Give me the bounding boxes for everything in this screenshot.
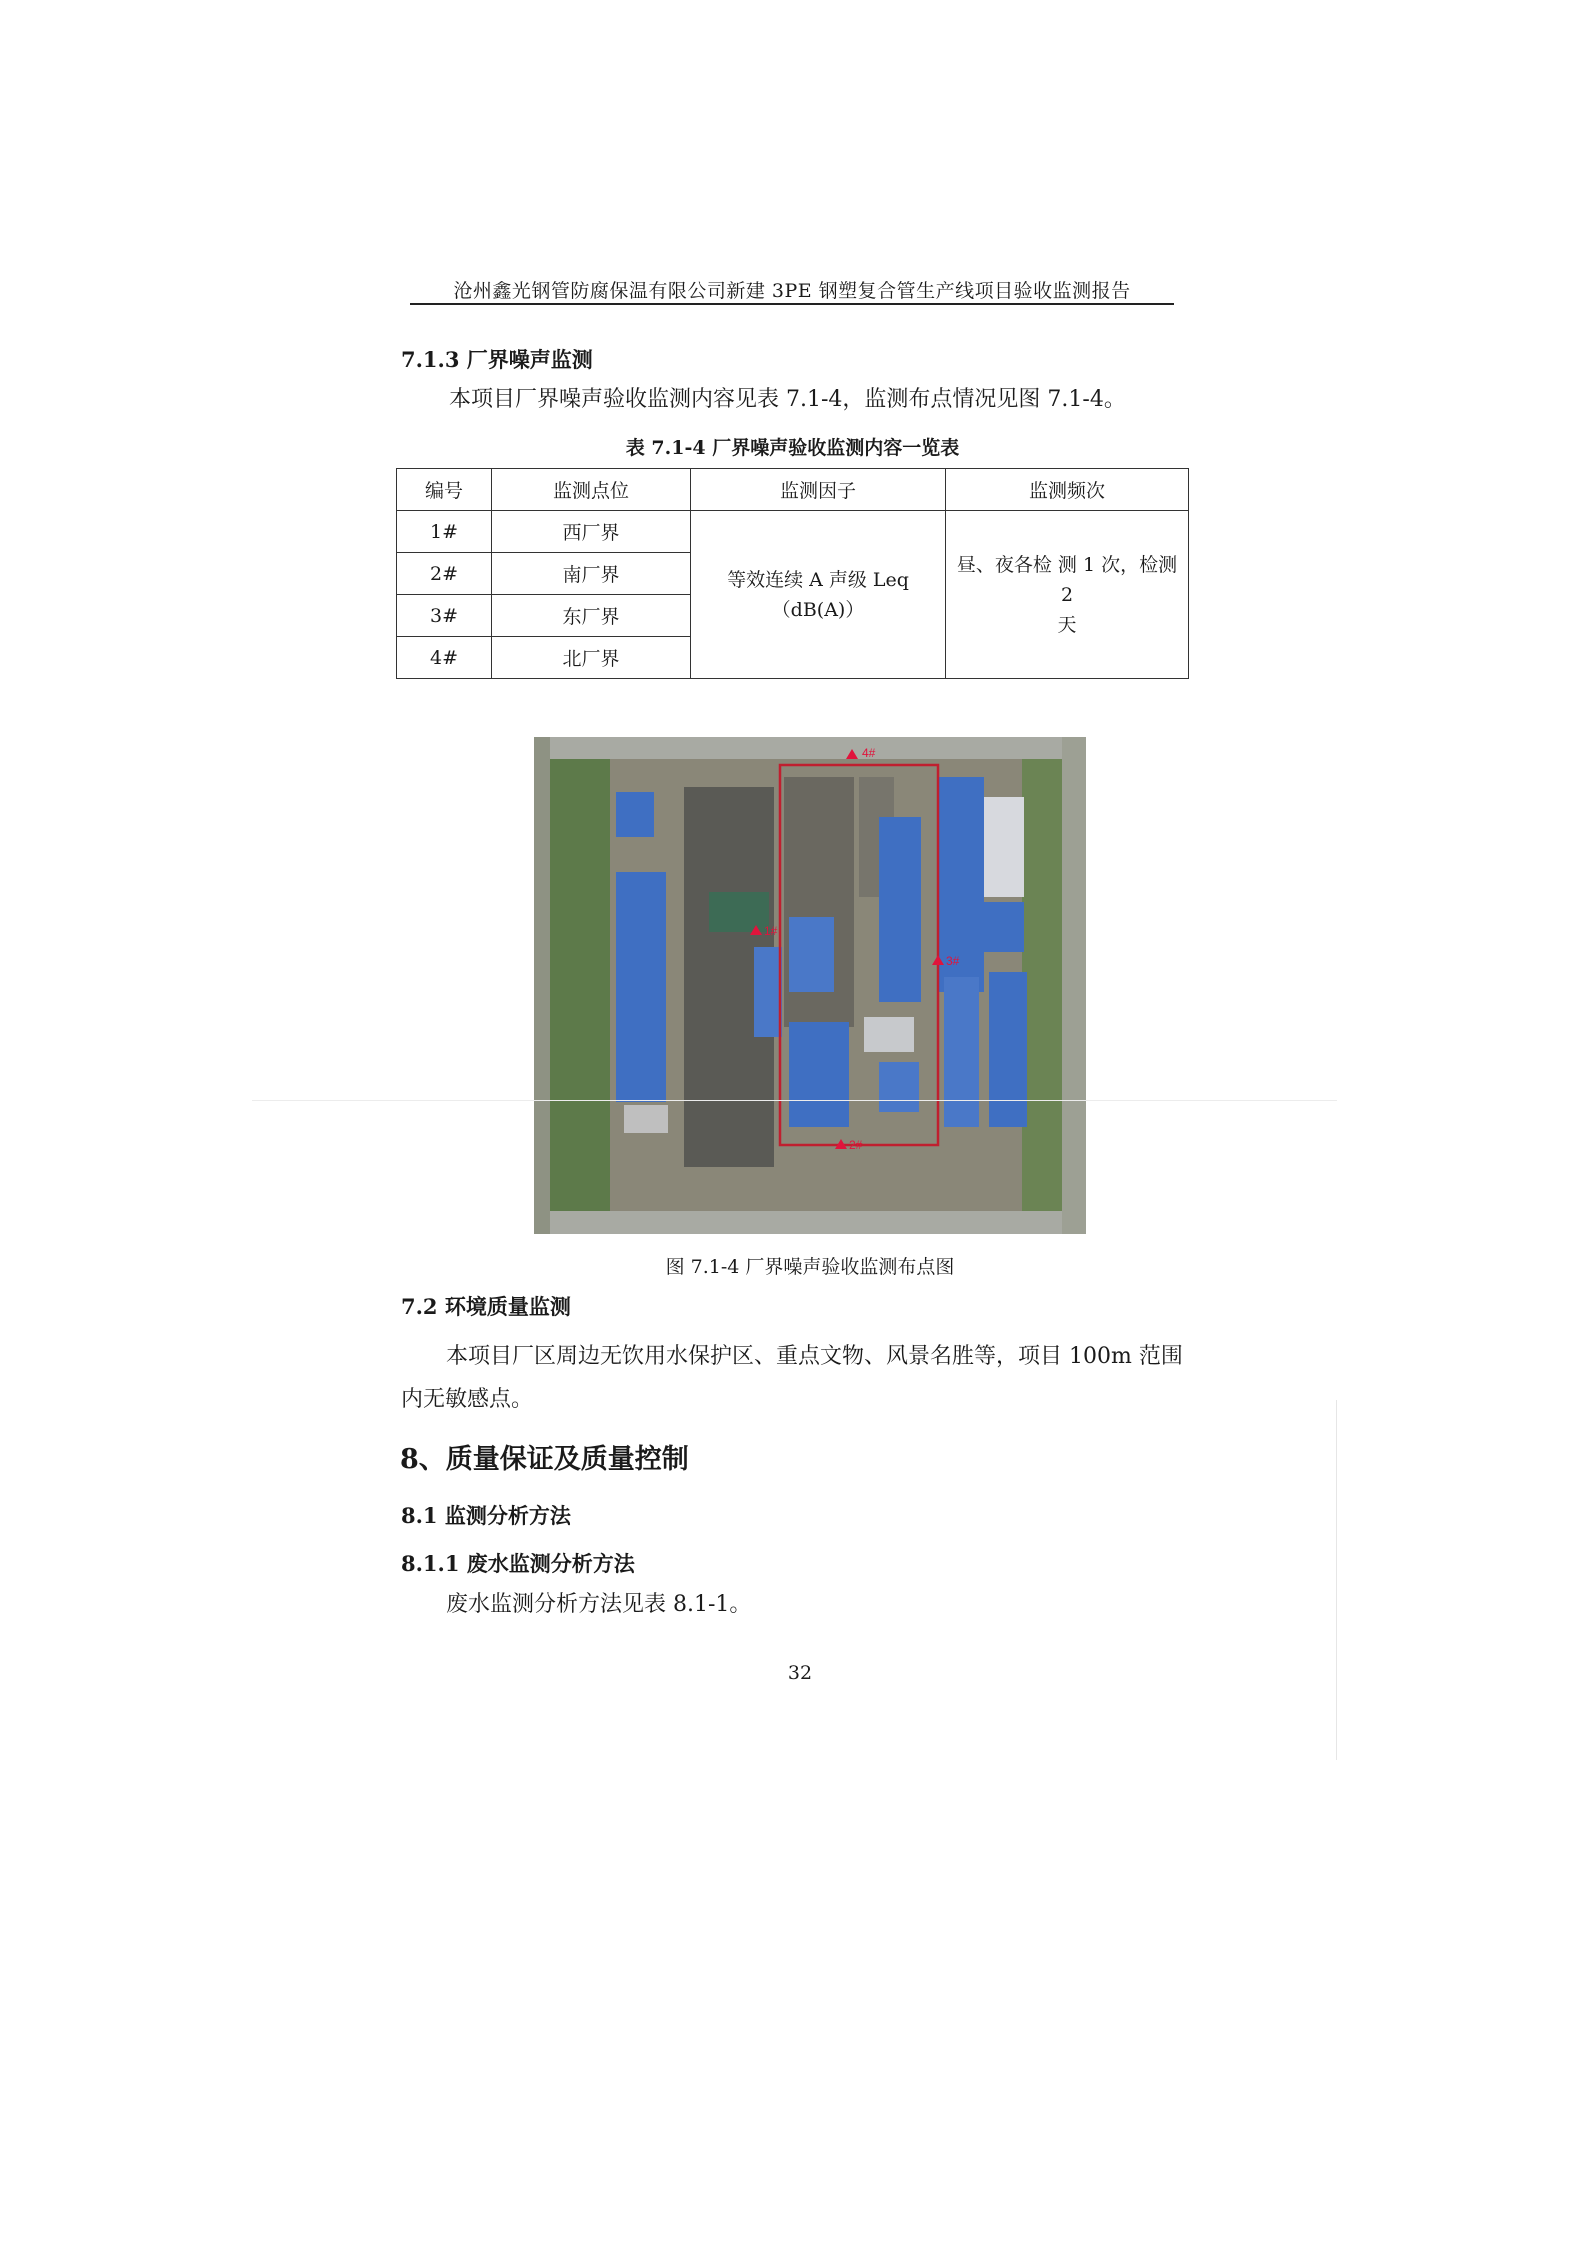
pond <box>709 892 769 932</box>
row-id: 2# <box>397 553 492 595</box>
section-7-2-heading: 7.2 环境质量监测 <box>401 1294 571 1319</box>
table-title: 表 7.1-4 厂界噪声验收监测内容一览表 <box>625 437 960 459</box>
building-roof <box>989 972 1027 1127</box>
road-north <box>534 737 1086 759</box>
building-roof-light <box>984 797 1024 897</box>
point-label: 2# <box>849 1138 863 1152</box>
noise-monitoring-table <box>396 468 1189 679</box>
building-roof <box>789 1022 849 1127</box>
header-cell-frequency: 监测频次 <box>946 469 1189 511</box>
section-8-heading: 8、质量保证及质量控制 <box>400 1444 689 1475</box>
scan-line <box>252 1100 1337 1101</box>
point-label: 1# <box>764 924 778 938</box>
section-7-2-line-1: 本项目厂区周边无饮用水保护区、重点文物、风景名胜等，项目 100m 范围 <box>446 1344 1183 1369</box>
factor-line-2: （dB(A)） <box>771 598 865 621</box>
row-site: 南厂界 <box>492 553 691 595</box>
building-roof <box>879 1062 919 1112</box>
table-header-row <box>397 469 1189 511</box>
green-field-west <box>550 759 610 1211</box>
point-label: 3# <box>946 954 960 968</box>
road-east <box>1062 737 1086 1234</box>
header-rule <box>410 303 1174 305</box>
factor-cell <box>691 511 946 679</box>
building-roof <box>944 977 979 1127</box>
row-site: 东厂界 <box>492 595 691 637</box>
header-cell-id: 编号 <box>397 469 492 511</box>
factor-line-1: 等效连续 A 声级 Leq <box>727 568 909 591</box>
section-7-1-3-heading: 7.1.3 厂界噪声监测 <box>401 347 593 372</box>
section-7-2-line-2: 内无敏感点。 <box>401 1387 534 1412</box>
row-site: 西厂界 <box>492 511 691 553</box>
header-cell-factor: 监测因子 <box>691 469 946 511</box>
point-label: 4# <box>862 746 876 760</box>
row-site: 北厂界 <box>492 637 691 679</box>
row-id: 3# <box>397 595 492 637</box>
section-8-1-heading: 8.1 监测分析方法 <box>401 1503 571 1528</box>
monitoring-point-map <box>534 737 1086 1234</box>
building-roof <box>754 947 782 1037</box>
building-roof <box>616 792 654 837</box>
row-id: 1# <box>397 511 492 553</box>
frequency-line-2: 天 <box>1057 613 1077 636</box>
section-7-1-3-intro: 本项目厂界噪声验收监测内容见表 7.1-4，监测布点情况见图 7.1-4。 <box>449 387 1126 412</box>
figure-caption: 图 7.1-4 厂界噪声验收监测布点图 <box>665 1256 955 1278</box>
green-field-east <box>1022 759 1062 1211</box>
road-west <box>534 737 550 1234</box>
building-roof-light <box>864 1017 914 1052</box>
section-8-1-1-heading: 8.1.1 废水监测分析方法 <box>401 1551 635 1576</box>
building-roof <box>616 872 666 1102</box>
section-8-1-1-para: 废水监测分析方法见表 8.1-1。 <box>446 1592 752 1617</box>
page-number: 32 <box>787 1662 813 1684</box>
frequency-cell <box>946 511 1189 679</box>
building-roof <box>789 917 834 992</box>
building-roof-light <box>624 1105 668 1133</box>
header-cell-site: 监测点位 <box>492 469 691 511</box>
building-roof <box>879 817 921 1002</box>
table-row <box>397 511 1189 553</box>
frequency-line-1: 昼、夜各检 测 1 次，检测 2 <box>956 553 1178 606</box>
document-header: 沧州鑫光钢管防腐保温有限公司新建 3PE 钢塑复合管生产线项目验收监测报告 <box>453 280 1131 302</box>
scan-line <box>1336 1400 1337 1760</box>
row-id: 4# <box>397 637 492 679</box>
building-roof <box>984 902 1024 952</box>
road-south <box>534 1211 1086 1234</box>
